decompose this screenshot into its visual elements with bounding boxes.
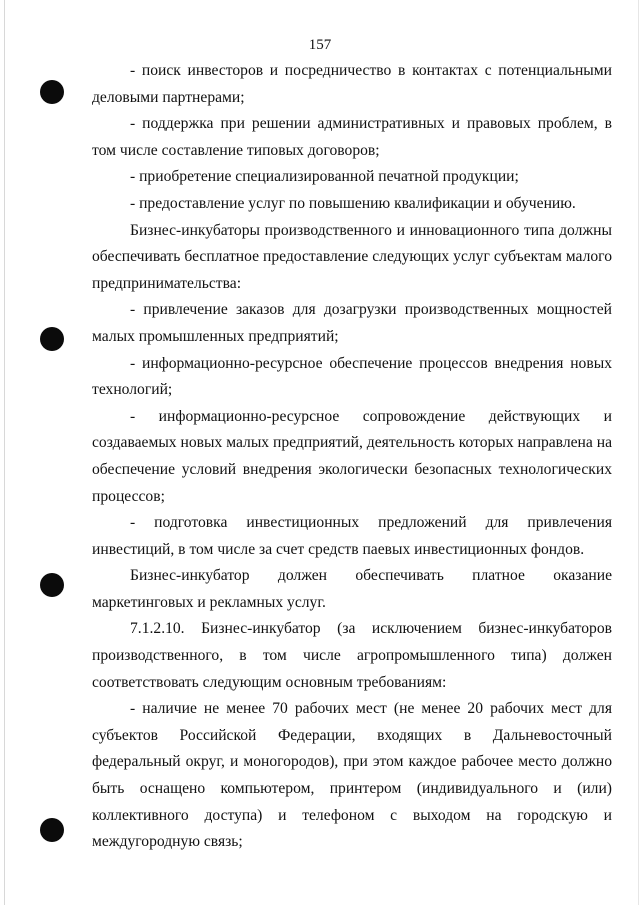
paragraph: - привлечение заказов для дозагрузки производственных мощностей малых промышленных предприятий;: [92, 301, 612, 345]
paragraph: - информационно-ресурсное обеспечение процессов внедрения новых технологий;: [92, 354, 612, 399]
scan-left-edge: [4, 0, 5, 905]
paragraph: Бизнес-инкубаторы производственного и инновационного типа должны обеспечивать бесплатное предоставление следующих услуг субъектам малого предпринимательства:: [92, 221, 612, 292]
paragraph: Бизнес-инкубатор должен обеспечивать платное оказание маркетинговых и рекламных услуг.: [92, 567, 612, 611]
binder-hole-4: [40, 818, 64, 842]
scan-right-edge: [638, 0, 639, 905]
paragraph: - поиск инвесторов и посредничество в контактах с потенциальными деловыми партнерами;: [92, 62, 612, 106]
binder-hole-1: [40, 80, 64, 104]
paragraph: - информационно-ресурсное сопровождение действующих и создаваемых новых малых предприятий, деятельность которых направлена на обеспечение условий внедрения экологически безопасных технологических процессов;: [92, 407, 612, 505]
page-number: 157: [308, 37, 332, 53]
paragraph: - предоставление услуг по повышению квалификации и обучению.: [130, 194, 576, 212]
paragraph: 7.1.2.10. Бизнес-инкубатор (за исключением бизнес-инкубаторов производственного, в том числе агропромышленного типа) должен соответствовать следующим основным требованиям:: [92, 620, 612, 691]
binder-hole-2: [40, 327, 64, 351]
paragraph: - приобретение специализированной печатной продукции;: [130, 168, 519, 186]
document-body: [92, 58, 612, 856]
paragraph: - наличие не менее 70 рабочих мест (не менее 20 рабочих мест для субъектов Российской Федерации, входящих в Дальневосточный федеральный округ, и моногородов), при этом каждое рабочее место должно быть оснащено компьютером, принтером (индивидуального и (или) коллективного доступа) и телефоном с выходом на городскую и междугородную связь;: [92, 700, 612, 851]
binder-hole-3: [40, 573, 64, 597]
paragraph: - подготовка инвестиционных предложений для привлечения инвестиций, в том числе за счет средств паевых инвестиционных фондов.: [92, 514, 612, 558]
paragraph: - поддержка при решении административных и правовых проблем, в том числе составление типовых договоров;: [92, 115, 612, 159]
